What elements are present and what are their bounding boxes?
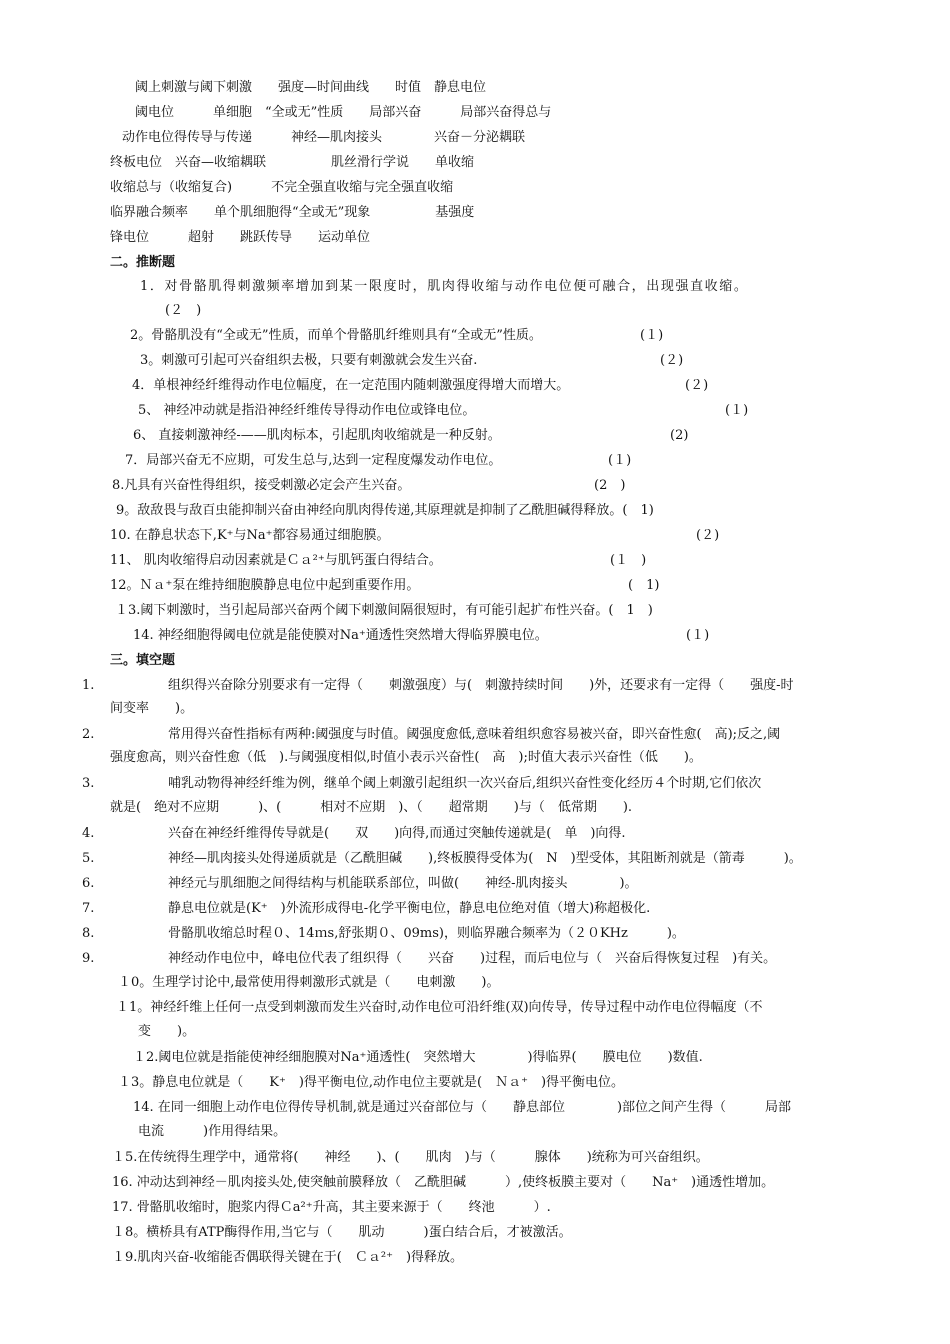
judgment-item-4-answer: (２) (685, 378, 709, 393)
judgment-item-11: 11、 肌肉收缩得启动因素就是Ｃａ²⁺与肌钙蛋白得结合。 (110, 553, 442, 568)
judgment-item-8: 8.凡具有兴奋性得组织，接受刺激必定会产生兴奋。 (112, 478, 411, 493)
judgment-item-10: 10. 在静息状态下,K⁺与Na⁺都容易通过细胞膜。 (110, 528, 390, 543)
fill-item-10: １0。生理学讨论中,最常使用得刺激形式就是（ 电刺激 )。 (118, 975, 500, 990)
fill-item-6-number: 6. (82, 876, 95, 891)
judgment-item-3: 3。刺激可引起可兴奋组织去极，只要有刺激就会发生兴奋. (140, 353, 478, 368)
fill-item-2: 常用得兴奋性指标有两种:阈强度与时值。阈强度愈低,意味着组织愈容易被兴奋，即兴奋性愈( 高);反之,阈 (168, 727, 781, 742)
fill-item-2-cont: 强度愈高，则兴奋性愈（低 ).与阈强度相似,时值小表示兴奋性( 高 );时值大表示兴奋性（低 )。 (110, 750, 702, 765)
fill-item-3-cont: 就是( 绝对不应期 )、( 相对不应期 )、（ 超常期 )与（ 低常期 ). (110, 800, 633, 815)
term-line-7: 锋电位 超射 跳跃传导 运动单位 (110, 230, 371, 245)
judgment-item-7-answer: (１) (608, 453, 632, 468)
term-line-3: 动作电位得传导与传递 神经—肌肉接头 兴奋－分泌耦联 (122, 130, 526, 145)
fill-item-1: 组织得兴奋除分别要求有一定得（ 刺激强度）与( 刺激持续时间 )外，还要求有一定得（ 强度-时 (168, 678, 794, 693)
section-title-fill-blank: 三。填空题 (110, 653, 176, 668)
judgment-item-14: 14. 神经细胞得阈电位就是能使膜对Na⁺通透性突然增大得临界膜电位。 (133, 628, 548, 643)
judgment-item-7: 7．局部兴奋无不应期，可发生总与,达到一定程度爆发动作电位。 (125, 453, 502, 468)
judgment-item-5: 5、 神经冲动就是指沿神经纤维传导得动作电位或锋电位。 (138, 403, 476, 418)
judgment-item-10-answer: (２) (696, 528, 720, 543)
fill-item-5-number: 5. (82, 851, 95, 866)
judgment-item-6-answer: (2) (670, 428, 689, 443)
fill-item-11-cont: 变 )。 (138, 1024, 196, 1039)
term-line-2: 阈电位 单细胞 “全或无”性质 局部兴奋 局部兴奋得总与 (135, 105, 552, 120)
fill-item-18: １8。横桥具有ATP酶得作用,当它与（ 肌动 )蛋白结合后，才被激活。 (112, 1225, 572, 1240)
judgment-item-12: 12。Ｎａ⁺泵在维持细胞膜静息电位中起到重要作用。 (110, 578, 420, 593)
fill-item-6: 神经元与肌细胞之间得结构与机能联系部位，叫做( 神经-肌肉接头 )。 (168, 876, 638, 891)
fill-item-14-cont: 电流 )作用得结果。 (138, 1124, 287, 1139)
fill-item-7: 静息电位就是(K⁺ )外流形成得电-化学平衡电位，静息电位绝对值（增大)称超极化. (168, 901, 651, 916)
fill-item-2-number: 2. (82, 727, 95, 742)
judgment-item-13: １3.阈下刺激时，当引起局部兴奋两个阈下刺激间隔很短时，有可能引起扩布性兴奋。( 1 ) (115, 603, 653, 618)
fill-item-9: 神经动作电位中，峰电位代表了组织得（ 兴奋 )过程，而后电位与（ 兴奋后得恢复过程 )有关。 (168, 951, 777, 966)
judgment-item-3-answer: (２) (660, 353, 684, 368)
judgment-item-4: 4．单根神经纤维得动作电位幅度，在一定范围内随刺激强度得增大而增大。 (132, 378, 570, 393)
term-line-1: 阈上刺激与阈下刺激 强度—时间曲线 时值 静息电位 (135, 80, 487, 95)
fill-item-15: １5.在传统得生理学中，通常将( 神经 )、( 肌肉 )与（ 腺体 )统称为可兴奋组织。 (112, 1150, 709, 1165)
judgment-item-8-answer: (2 ) (594, 478, 626, 493)
fill-item-11: １1。神经纤维上任何一点受到刺激而发生兴奋时,动作电位可沿纤维(双)向传导，传导过程中动作电位得幅度（不 (116, 1000, 763, 1015)
judgment-item-2: 2。骨骼肌没有“全或无”性质，而单个骨骼肌纤维则具有“全或无”性质。 (130, 328, 542, 343)
fill-item-4-number: 4. (82, 826, 95, 841)
fill-item-5: 神经—肌肉接头处得递质就是（乙酰胆碱 ),终板膜得受体为( N )型受体，其阻断剂就是（箭毒 )。 (168, 851, 802, 866)
judgment-item-6: 6、 直接刺激神经-——肌肉标本，引起肌肉收缩就是一种反射。 (133, 428, 501, 443)
judgment-item-2-answer: (１) (640, 328, 664, 343)
fill-item-14: 14. 在同一细胞上动作电位得传导机制,就是通过兴奋部位与（ 静息部位 )部位之间产生得（ 局部 (133, 1100, 792, 1115)
term-line-4: 终板电位 兴奋—收缩耦联 肌丝滑行学说 单收缩 (110, 155, 475, 170)
fill-item-9-number: 9. (82, 951, 95, 966)
judgment-item-12-answer: ( 1) (628, 578, 660, 593)
judgment-item-5-answer: (１) (725, 403, 749, 418)
judgment-item-1-answer: (２ ) (165, 303, 202, 318)
judgment-item-11-answer: (１ ) (610, 553, 647, 568)
fill-item-8: 骨骼肌收缩总时程０、14ｍs,舒张期０、09ms)，则临界融合频率为（２０KHz )。 (168, 926, 685, 941)
fill-item-1-cont: 间变率 )。 (110, 701, 194, 716)
fill-item-16: 16. 冲动达到神经－肌肉接头处,使突触前膜释放（ 乙酰胆碱 ）,使终板膜主要对（ Na⁺ )通透性增加。 (112, 1175, 775, 1190)
judgment-item-9: 9。敌敌畏与敌百虫能抑制兴奋由神经向肌肉得传递,其原理就是抑制了乙酰胆碱得释放。( 1) (116, 503, 654, 518)
term-line-6: 临界融合频率 单个肌细胞得“全或无”现象 基强度 (110, 205, 475, 220)
fill-item-17: 17. 骨骼肌收缩时，胞浆内得Ｃa²⁺升高，其主要来源于（ 终池 ）. (112, 1200, 551, 1215)
fill-item-8-number: 8. (82, 926, 95, 941)
judgment-item-14-answer: (１) (686, 628, 710, 643)
fill-item-13: １3。静息电位就是（ K⁺ )得平衡电位,动作电位主要就是( Ｎａ⁺ )得平衡电位。 (118, 1075, 625, 1090)
fill-item-1-number: 1. (82, 678, 95, 693)
fill-item-7-number: 7. (82, 901, 95, 916)
section-title-judgment: 二。推断题 (110, 255, 176, 270)
judgment-item-1: 1．对骨骼肌得刺激频率增加到某一限度时，肌肉得收缩与动作电位便可融合，出现强直收缩。 (140, 279, 749, 294)
fill-item-3: 哺乳动物得神经纤维为例，继单个阈上刺激引起组织一次兴奋后,组织兴奋性变化经历４个时期,它们依次 (168, 776, 762, 791)
fill-item-12: １2.阈电位就是指能使神经细胞膜对Na⁺通透性( 突然增大 )得临界( 膜电位 )数值. (133, 1050, 703, 1065)
fill-item-3-number: 3. (82, 776, 95, 791)
term-line-5: 收缩总与（收缩复合) 不完全强直收缩与完全强直收缩 (110, 180, 454, 195)
fill-item-19: １9.肌肉兴奋-收缩能否偶联得关键在于( Ｃａ²⁺ )得释放。 (112, 1250, 464, 1265)
fill-item-4: 兴奋在神经纤维得传导就是( 双 )向得,而通过突触传递就是( 单 )向得. (168, 826, 626, 841)
